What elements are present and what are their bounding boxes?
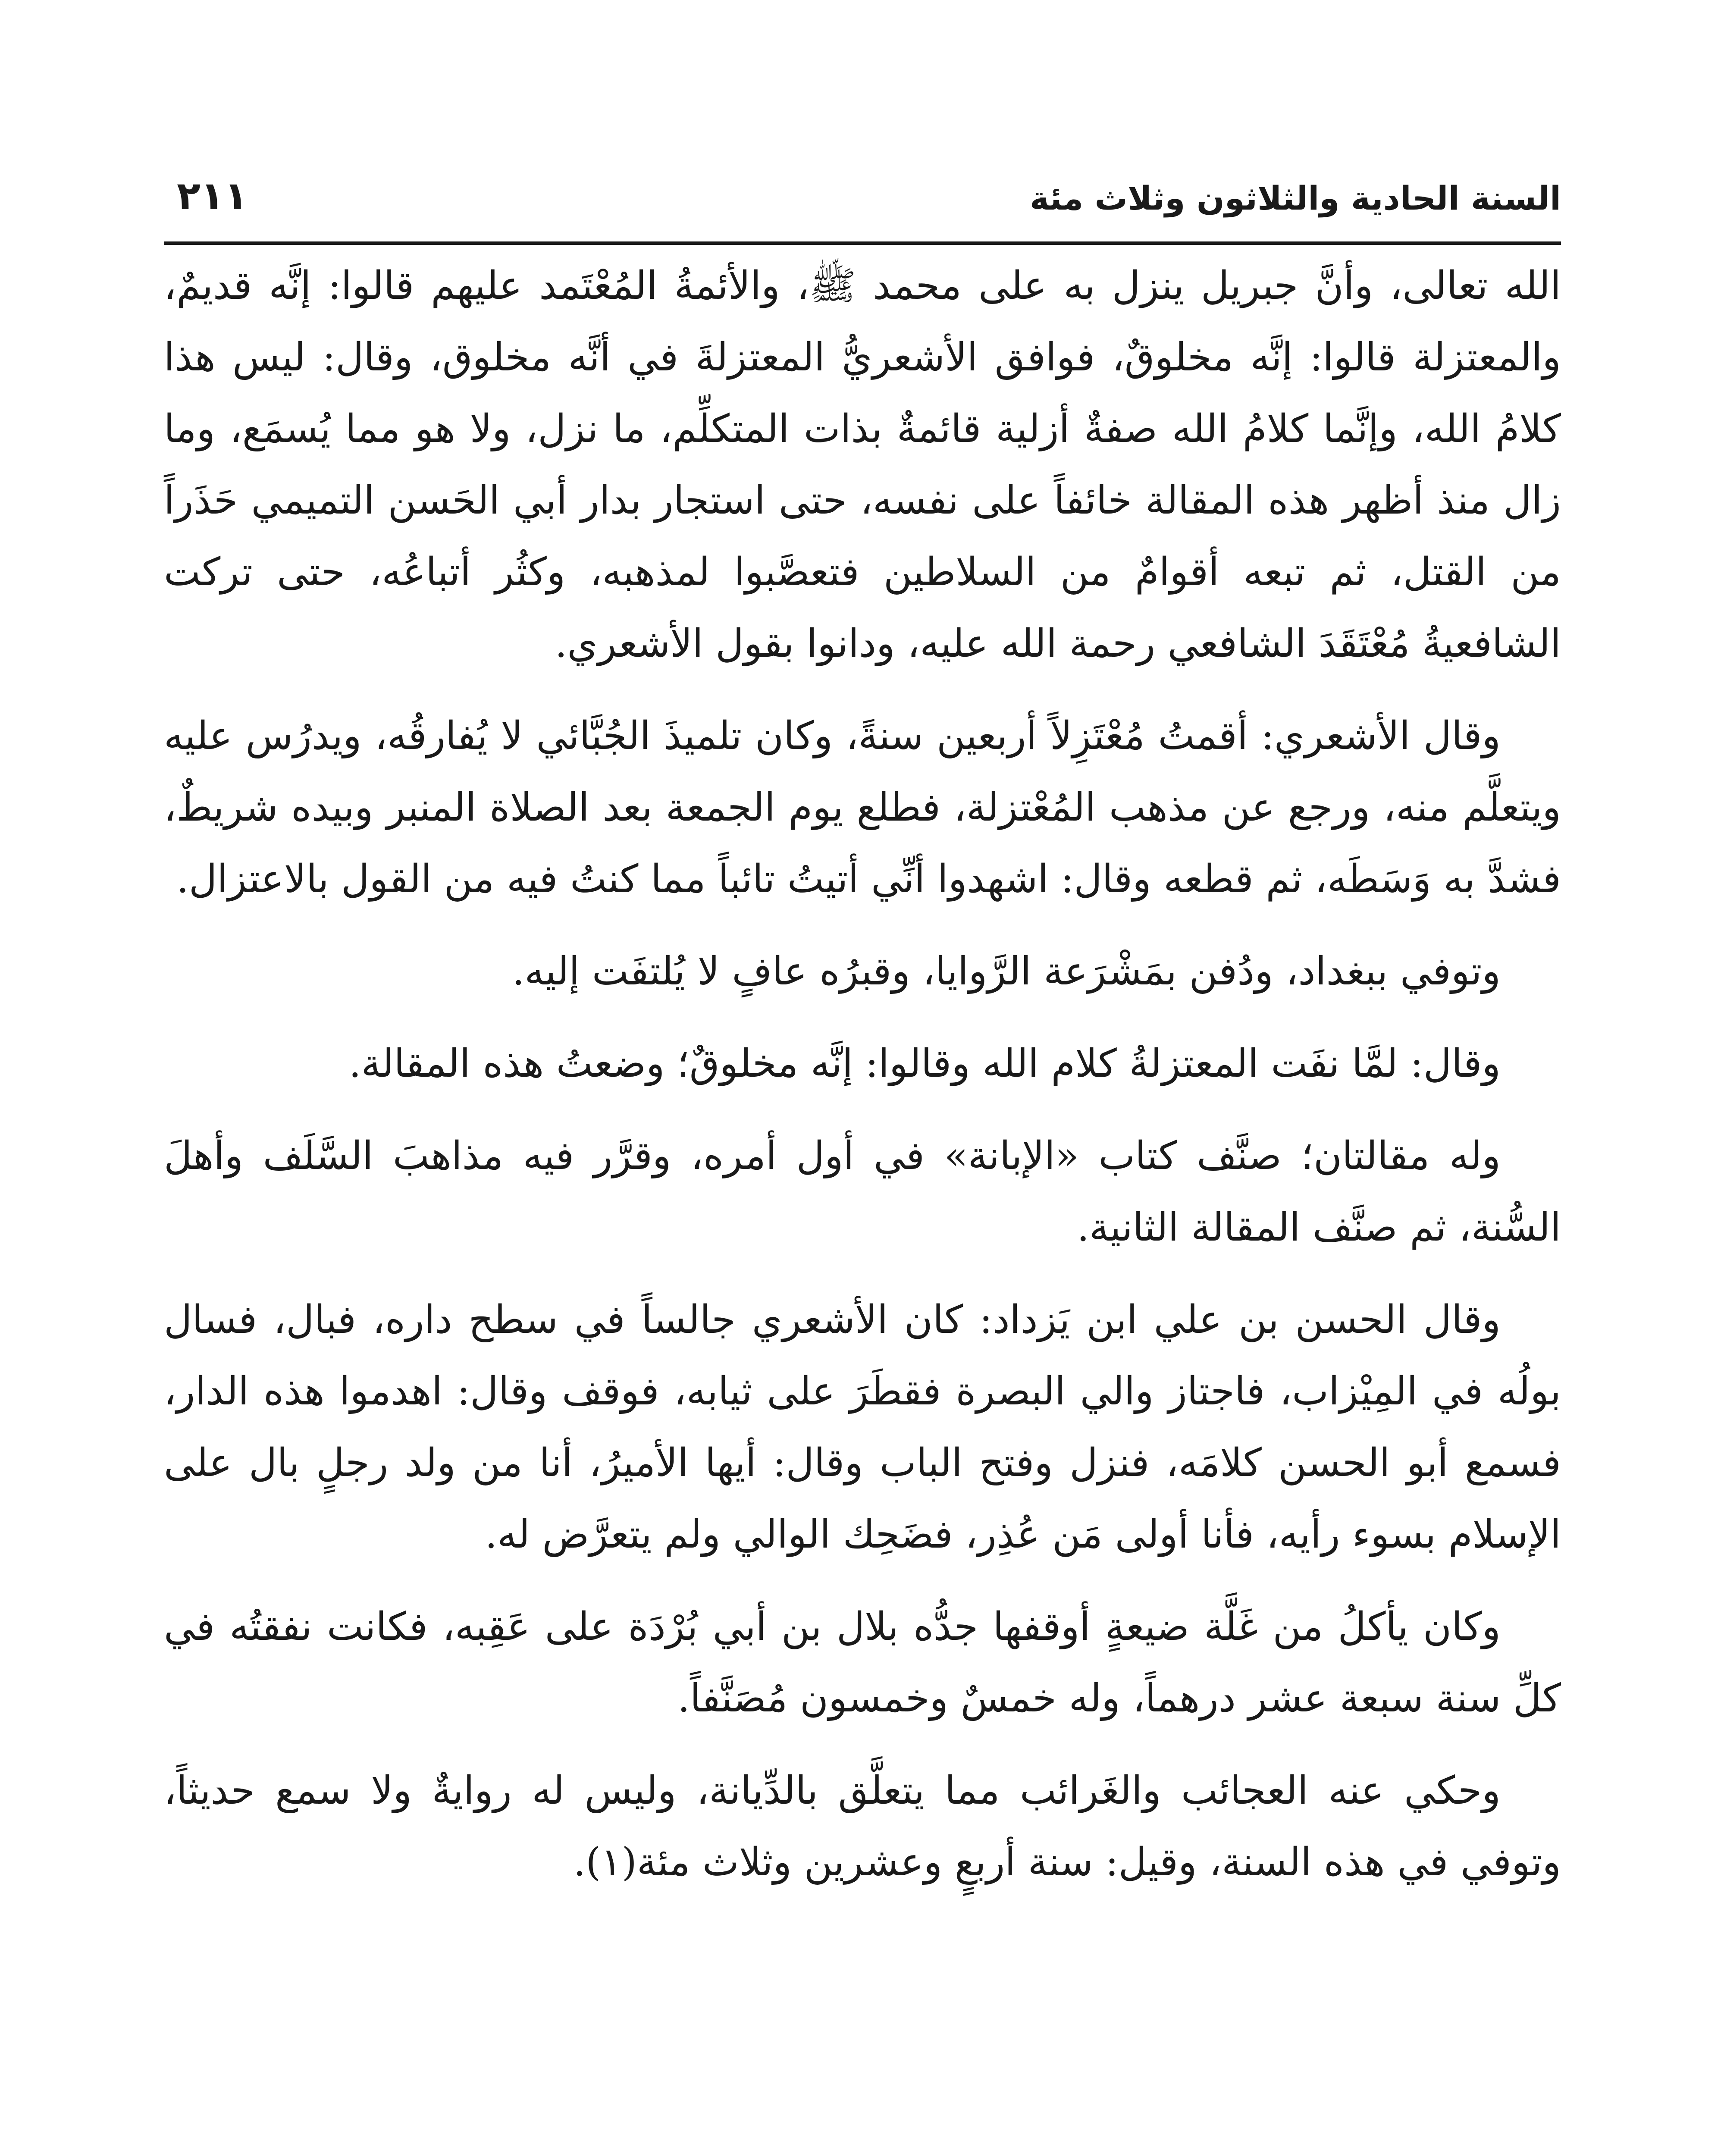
paragraph: الله تعالى، وأنَّ جبريل ينزل به على محمد ﷺ، والأئمةُ المُعْتَمد عليهم قالوا: إنَّه قديمٌ، والمعتزلة قالوا: إنَّه مخلوقٌ، فوافق الأشعريُّ المعتزلةَ في أنَّه مخلوق، وقال: ليس هذا كلامُ الله، وإنَّما كلامُ الله صفةٌ أزلية قائمةٌ بذات المتكلِّم، ما نزل، ولا هو مما يُسمَع، وما زال منذ أظهر هذه المقالة خائفاً على نفسه، حتى استجار بدار أبي الحَسن التميمي حَذَراً من القتل، ثم تبعه أقوامٌ من السلاطين فتعصَّبوا لمذهبه، وكثُر أتباعُه، حتى تركت الشافعيةُ مُعْتَقَدَ الشافعي رحمة الله عليه، ودانوا بقول الأشعري. (164, 263, 1561, 666)
header-rule (164, 241, 1561, 245)
paragraph: وقال: لمَّا نفَت المعتزلةُ كلام الله وقالوا: إنَّه مخلوقٌ؛ وضعتُ هذه المقالة. (349, 1041, 1501, 1086)
body-text (164, 250, 1561, 1919)
running-title: السنة الحادية والثلاثون وثلاث مئة (1029, 179, 1561, 217)
page-number: ٢١١ (177, 173, 248, 219)
paragraph: وتوفي ببغداد، ودُفن بمَشْرَعة الرَّوايا، وقبرُه عافٍ لا يُلتفَت إليه. (512, 949, 1501, 994)
paragraph: وكان يأكلُ من غَلَّة ضيعةٍ أوقفها جدُّه بلال بن أبي بُرْدَة على عَقِبه، فكانت نفقتُه في كلِّ سنة سبعة عشر درهماً، وله خمسٌ وخمسون مُصَنَّفاً. (164, 1604, 1561, 1721)
paragraph: وقال الأشعري: أقمتُ مُعْتَزِلاً أربعين سنةً، وكان تلميذَ الجُبَّائي لا يُفارقُه، ويدرُس عليه ويتعلَّم منه، ورجع عن مذهب المُعْتزلة، فطلع يوم الجمعة بعد الصلاة المنبر وبيده شريطٌ، فشدَّ به وَسَطَه، ثم قطعه وقال: اشهدوا أنِّي أتيتُ تائباً مما كنتُ فيه من القول بالاعتزال. (164, 713, 1561, 902)
paragraph: وحكي عنه العجائب والغَرائب مما يتعلَّق بالدِّيانة، وليس له روايةٌ ولا سمع حديثاً، وتوفي في هذه السنة، وقيل: سنة أربعٍ وعشرين وثلاث مئة(١). (164, 1768, 1561, 1885)
paragraph: وله مقالتان؛ صنَّف كتاب «الإبانة» في أول أمره، وقرَّر فيه مذاهبَ السَّلَف وأهلَ السُّنة، ثم صنَّف المقالة الثانية. (164, 1133, 1561, 1250)
page-header (164, 164, 1561, 229)
paragraph: وقال الحسن بن علي ابن يَزداد: كان الأشعري جالساً في سطح داره، فبال، فسال بولُه في المِيْزاب، فاجتاز والي البصرة فقطَرَ على ثيابه، فوقف وقال: اهدموا هذه الدار، فسمع أبو الحسن كلامَه، فنزل وفتح الباب وقال: أيها الأميرُ، أنا من ولد رجلٍ بال على الإسلام بسوء رأيه، فأنا أولى مَن عُذِر، فضَحِك الوالي ولم يتعرَّض له. (164, 1297, 1561, 1557)
